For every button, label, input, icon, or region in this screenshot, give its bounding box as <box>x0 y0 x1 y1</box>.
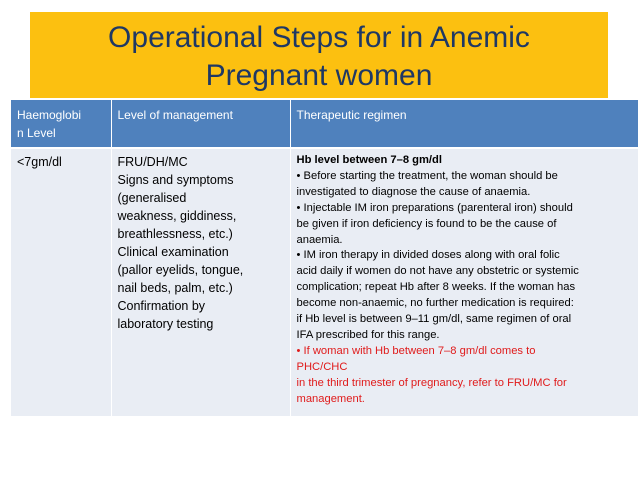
management-line: Clinical examination <box>117 245 229 259</box>
header-haemoglobin-level <box>11 100 111 148</box>
management-line: breathlessness, etc.) <box>117 227 233 241</box>
slide-title-line-2: Pregnant women <box>205 59 433 92</box>
regimen-line: be given if iron deficiency is found to be the cause of <box>296 217 557 230</box>
regimen-line: • IM iron therapy in divided doses along with oral folic <box>296 249 560 262</box>
management-line: (pallor eyelids, tongue, <box>117 263 244 277</box>
management-line: weakness, giddiness, <box>117 209 237 223</box>
cell-level-of-management <box>111 148 290 416</box>
slide-title <box>30 12 608 98</box>
header-therapeutic-regimen: Therapeutic regimen <box>290 100 638 148</box>
table-header-row <box>11 100 638 148</box>
regimen-referral-line: PHC/CHC <box>296 360 348 373</box>
regimen-referral-line: management. <box>296 392 365 405</box>
regimen-referral-line: in the third trimester of pregnancy, refer to FRU/MC for <box>296 376 567 389</box>
regimen-referral-line: • If woman with Hb between 7–8 gm/dl comes to <box>296 344 536 357</box>
management-line: (generalised <box>117 191 187 205</box>
regimen-line: acid daily if women do not have any obstetric or systemic <box>296 265 579 278</box>
header-haemoglobin-line-1: Haemoglobi <box>17 108 82 122</box>
regimen-line: become non-anaemic, no further medication is required: <box>296 297 574 310</box>
cell-therapeutic-regimen <box>290 148 638 416</box>
slide-title-line-1: Operational Steps for in Anemic <box>108 21 530 54</box>
management-line: FRU/DH/MC <box>117 155 188 169</box>
cell-haemoglobin-level: <7gm/dl <box>11 148 111 416</box>
table-row <box>11 148 638 416</box>
management-line: laboratory testing <box>117 317 214 331</box>
management-line: Confirmation by <box>117 299 206 313</box>
regimen-line: • Before starting the treatment, the woman should be <box>296 169 558 182</box>
header-level-of-management: Level of management <box>111 100 290 148</box>
regimen-line: complication; repeat Hb after 8 weeks. If the woman has <box>296 281 576 294</box>
regimen-line: IFA prescribed for this range. <box>296 328 440 341</box>
operational-steps-table <box>11 100 638 416</box>
regimen-heading: Hb level between 7–8 gm/dl <box>296 154 442 166</box>
regimen-line: investigated to diagnose the cause of anaemia. <box>296 185 531 198</box>
regimen-line: if Hb level is between 9–11 gm/dl, same regimen of oral <box>296 313 572 326</box>
regimen-line: anaemia. <box>296 233 343 246</box>
management-line: Signs and symptoms <box>117 173 234 187</box>
regimen-line: • Injectable IM iron preparations (parenteral iron) should <box>296 201 573 214</box>
header-haemoglobin-line-2: n Level <box>17 126 56 140</box>
management-line: nail beds, palm, etc.) <box>117 281 233 295</box>
